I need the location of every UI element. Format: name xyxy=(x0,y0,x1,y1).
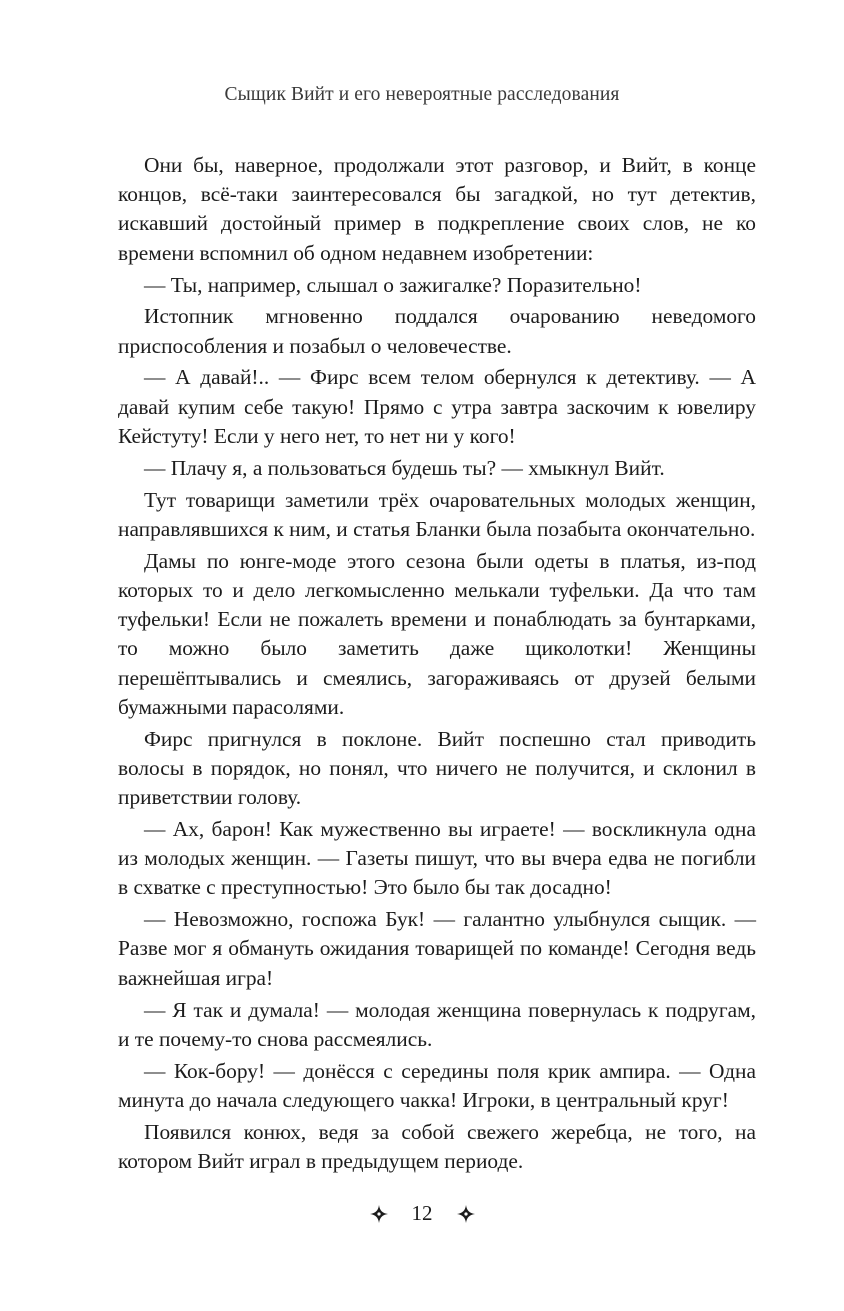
paragraph: Дамы по юнге-моде этого сезона были одеты в платья, из-под которых то и дело легкомысленно мелькали туфельки. Да что там туфельки! Если не пожалеть времени и понаблюдать за бунтарками, то можно было заметить даже щиколотки! Женщины перешёптывались и смеялись, загораживаясь от друзей белыми бумажными парасолями. xyxy=(118,548,756,719)
paragraph: — Плачу я, а пользоваться будешь ты? — хмыкнул Вийт. xyxy=(144,455,665,480)
paragraph: — Я так и думала! — молодая женщина повернулась к подругам, и те почему-то снова рассмеялись. xyxy=(118,997,756,1051)
running-header: Сыщик Вийт и его невероятные расследования xyxy=(224,84,620,105)
paragraph: — Невозможно, госпожа Бук! — галантно улыбнулся сыщик. — Разве мог я обмануть ожидания товарищей по команде! Сегодня ведь важнейшая игра! xyxy=(118,907,756,990)
body-text xyxy=(118,151,756,1176)
paragraph: Они бы, наверное, продолжали этот разговор, и Вийт, в конце концов, всё-таки заинтересовался бы загадкой, но тут детектив, искавший достойный пример в подкрепление своих слов, не ко времени вспомнил об одном недавнем изобретении: xyxy=(118,153,756,265)
paragraph: Истопник мгновенно поддался очарованию неведомого приспособления и позабыл о человечестве. xyxy=(118,304,756,358)
paragraph: Появился конюх, ведя за собой свежего жеребца, не того, на котором Вийт играл в предыдущем периоде. xyxy=(118,1119,756,1173)
paragraph: — Кок-бору! — донёсся с середины поля крик ампира. — Одна минута до начала следующего чакка! Игроки, в центральный круг! xyxy=(118,1058,756,1112)
paragraph: — Ах, барон! Как мужественно вы играете! — воскликнула одна из молодых женщин. — Газеты пишут, что вы вчера едва не погибли в схватке с преступностью! Это было бы так досадно! xyxy=(118,816,756,900)
page-footer xyxy=(0,1201,844,1226)
page-number: 12 xyxy=(411,1201,433,1225)
star-ornament-icon xyxy=(457,1205,475,1223)
paragraph: — Ты, например, слышал о зажигалке? Поразительно! xyxy=(144,272,642,297)
paragraph: Фирс пригнулся в поклоне. Вийт поспешно стал приводить волосы в порядок, но понял, что ничего не получится, и склонил в приветствии голову. xyxy=(118,726,756,810)
star-ornament-icon xyxy=(370,1205,388,1223)
paragraph: — А давай!.. — Фирс всем телом обернулся к детективу. — А давай купим себе такую! Прямо с утра завтра заскочим к ювелиру Кейстуту! Если у него нет, то нет ни у кого! xyxy=(118,365,756,448)
paragraph: Тут товарищи заметили трёх очаровательных молодых женщин, направлявшихся к ним, и статья Бланки была позабыта окончательно. xyxy=(118,487,756,541)
